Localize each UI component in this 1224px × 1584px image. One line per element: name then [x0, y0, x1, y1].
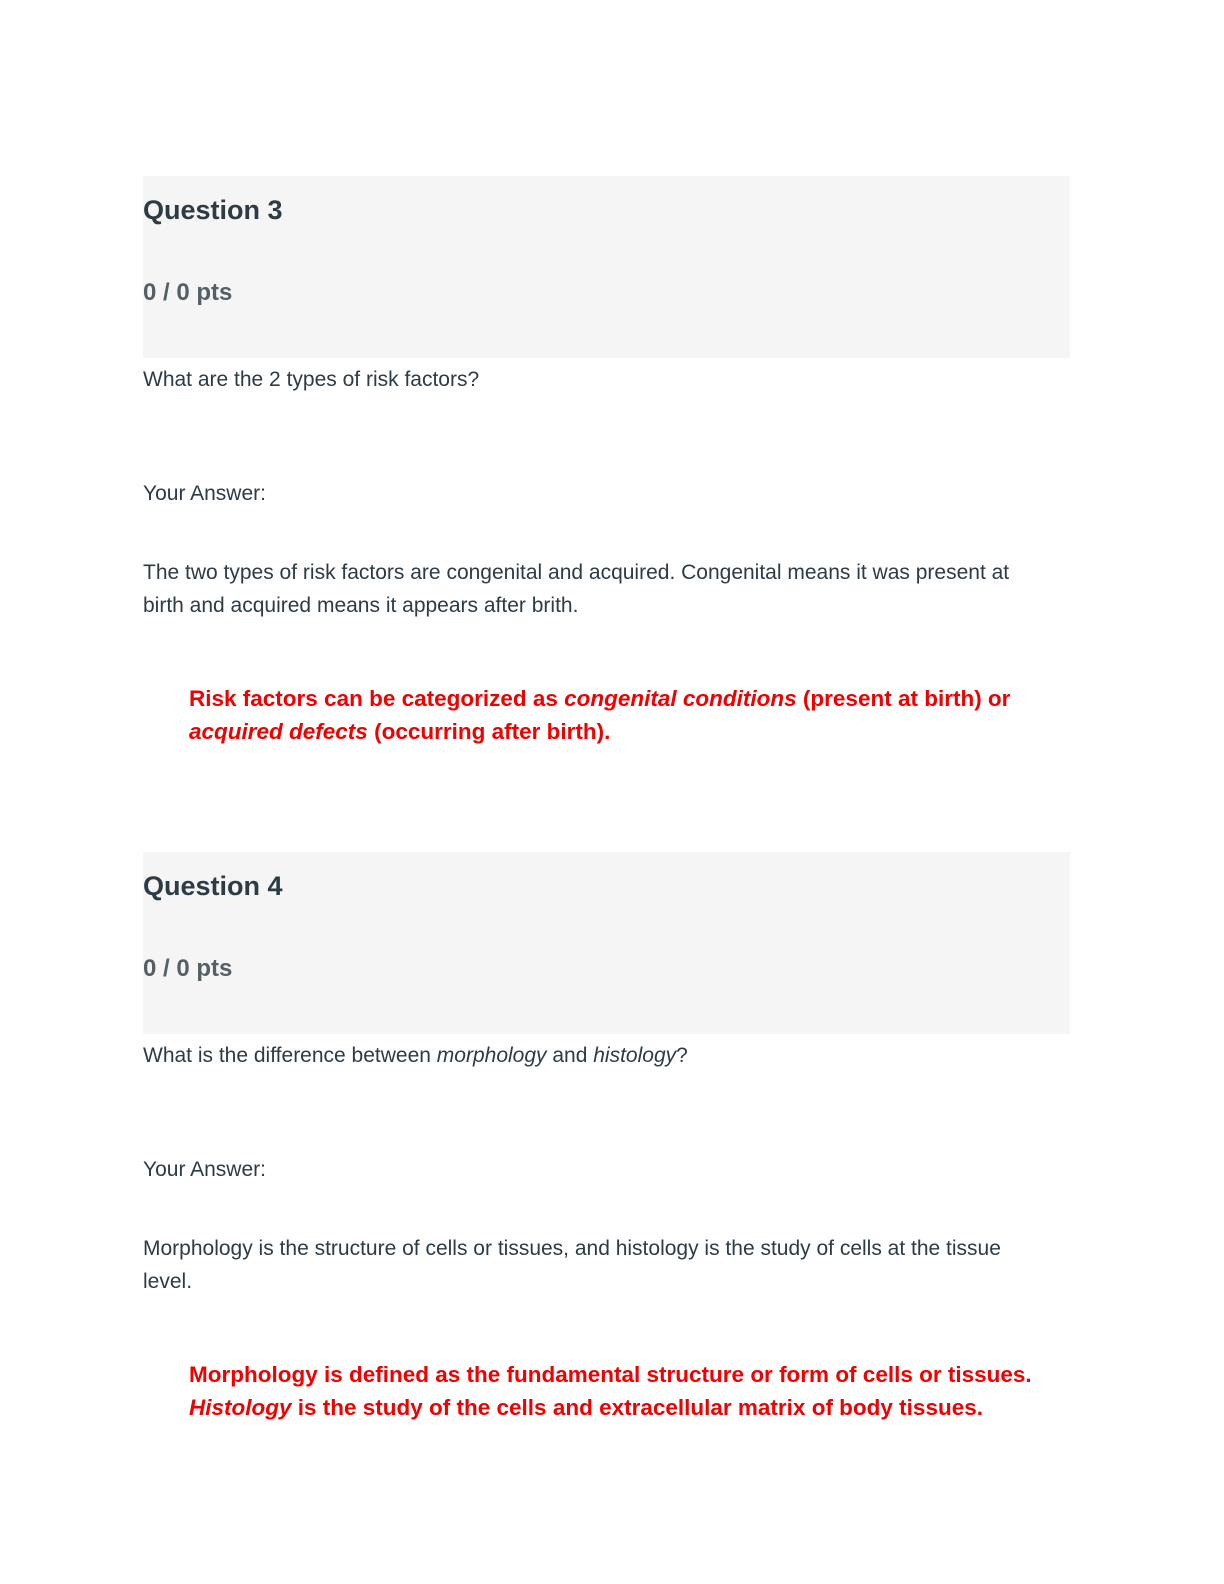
- prompt-text: ?: [676, 1044, 688, 1067]
- answer-text: Morphology is the structure of cells or tissues, and histology is the study of cells at the tissue level.: [143, 1237, 1001, 1293]
- question-3-block: [143, 176, 1070, 744]
- feedback-text: is the study of the cells and extracellular matrix of body tissues.: [291, 1395, 983, 1420]
- prompt-term: histology: [593, 1044, 677, 1067]
- answer-label: Your Answer:: [143, 482, 266, 505]
- question-points: 0 / 0 pts: [143, 279, 233, 306]
- prompt-term: morphology: [436, 1044, 547, 1067]
- answer-label: Your Answer:: [143, 1158, 266, 1181]
- prompt-text: What are the 2 types of risk factors?: [143, 368, 480, 391]
- feedback-term: acquired defects: [189, 719, 368, 744]
- prompt-text: What is the difference between: [143, 1044, 437, 1067]
- feedback-text: Morphology is defined as the fundamental structure or form of cells or tissues.: [189, 1362, 1032, 1387]
- question-header: [143, 852, 1070, 1034]
- question-header: [143, 176, 1070, 358]
- answer-text: The two types of risk factors are congenital and acquired. Congenital means it was present at birth and acquired means it appears after brith.: [143, 561, 1010, 617]
- feedback-text: Risk factors can be categorized as: [189, 686, 565, 711]
- question-title: Question 4: [143, 871, 283, 901]
- feedback-comment: [189, 1358, 1049, 1424]
- question-title: Question 3: [143, 195, 283, 225]
- feedback-term: Histology: [189, 1395, 292, 1420]
- question-prompt: [143, 1042, 688, 1070]
- feedback-text: (occurring after birth).: [367, 719, 611, 744]
- question-prompt: [143, 366, 479, 394]
- prompt-text: and: [546, 1044, 594, 1067]
- feedback-text: (present at birth) or: [796, 686, 1011, 711]
- feedback-comment: [189, 682, 1049, 748]
- question-4-block: [143, 852, 1070, 1420]
- question-points: 0 / 0 pts: [143, 955, 233, 982]
- feedback-term: congenital conditions: [564, 686, 797, 711]
